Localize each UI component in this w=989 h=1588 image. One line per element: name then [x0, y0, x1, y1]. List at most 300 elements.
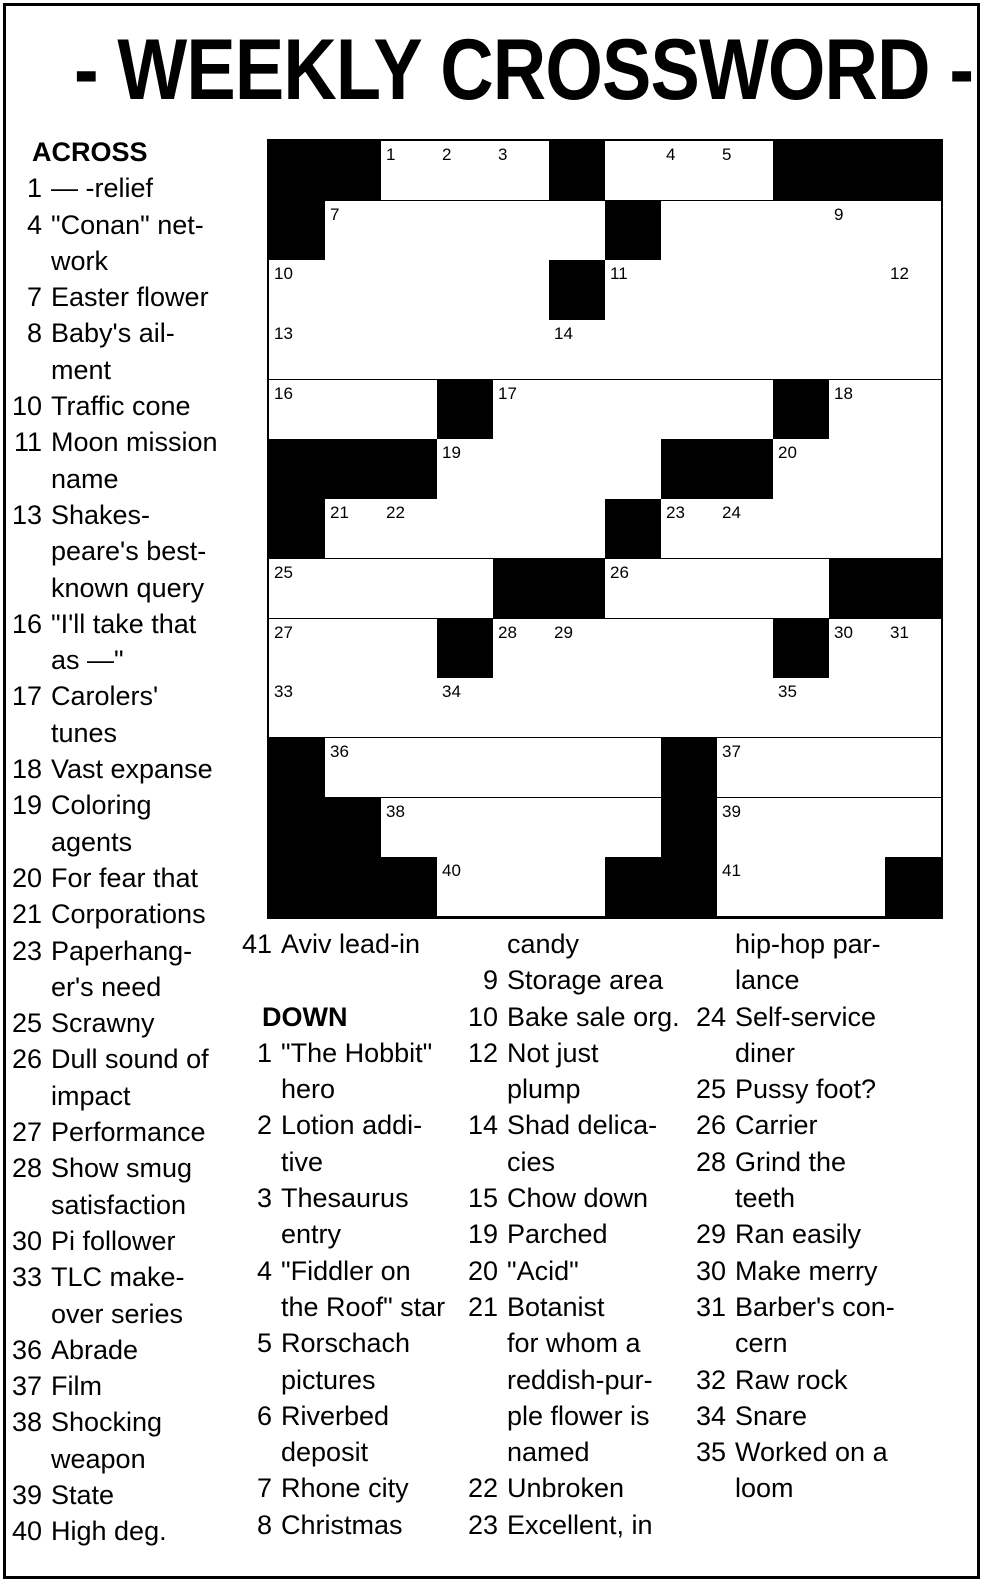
grid-cell[interactable] — [885, 260, 942, 320]
clue-line: candy — [507, 929, 580, 959]
clue-item — [460, 1216, 688, 1252]
grid-cell[interactable] — [437, 320, 494, 380]
cell-number: 41 — [722, 861, 741, 881]
clue-number: 23 — [11, 935, 42, 966]
grid-cell[interactable] — [829, 320, 886, 380]
grid-cell[interactable] — [437, 439, 494, 499]
cell-number: 19 — [442, 443, 461, 463]
clue-line: Grind the — [735, 1146, 847, 1177]
clue-item — [234, 1035, 460, 1108]
grid-cell[interactable] — [717, 619, 774, 679]
grid-cell[interactable] — [493, 439, 550, 499]
clue-item — [460, 1107, 688, 1180]
cell-number: 12 — [890, 264, 909, 284]
clue-text — [281, 1253, 460, 1326]
cell-number: 10 — [274, 264, 293, 284]
grid-cell[interactable] — [325, 201, 382, 261]
clue-text — [507, 1289, 688, 1470]
grid-cell[interactable] — [269, 678, 326, 738]
page-title: - WEEKLY CROSSWORD - — [73, 22, 974, 118]
grid-cell[interactable] — [493, 678, 550, 738]
clue-number: 6 — [256, 1400, 272, 1431]
grid-cell[interactable] — [381, 320, 438, 380]
clue-item — [4, 1404, 256, 1477]
grid-cell[interactable] — [437, 499, 494, 559]
clue-line: Unbroken — [507, 1473, 625, 1504]
cell-number: 14 — [554, 324, 573, 344]
cell-number: 26 — [610, 562, 629, 582]
clue-item — [234, 1398, 460, 1471]
clue-text — [735, 1362, 916, 1398]
clue-line: Self-service — [735, 1001, 877, 1032]
grid-block — [269, 439, 326, 499]
grid-block — [269, 798, 326, 858]
clue-text — [51, 1005, 256, 1041]
grid-cell[interactable] — [269, 260, 326, 320]
clue-column-2 — [234, 926, 460, 1543]
grid-cell[interactable] — [661, 201, 718, 261]
grid-cell[interactable] — [773, 857, 830, 917]
grid-cell[interactable] — [437, 201, 494, 261]
clue-column-4 — [688, 926, 916, 1507]
grid-block — [437, 380, 494, 440]
cell-number: 7 — [330, 204, 340, 224]
clue-item — [460, 962, 688, 998]
clue-line: pictures — [281, 1364, 376, 1395]
clue-number: 33 — [11, 1262, 42, 1293]
cell-number: 25 — [274, 562, 293, 582]
clue-text — [281, 1035, 460, 1108]
clue-text — [735, 1071, 916, 1107]
grid-cell[interactable] — [437, 678, 494, 738]
grid-cell[interactable] — [717, 141, 774, 201]
cell-number: 17 — [498, 383, 517, 403]
grid-block — [269, 499, 326, 559]
grid-cell[interactable] — [605, 320, 662, 380]
cell-number: 30 — [834, 622, 853, 642]
clue-line: Abrade — [51, 1334, 139, 1365]
clue-text — [281, 1398, 460, 1471]
grid-cell[interactable] — [885, 201, 942, 261]
clue-line: known query — [51, 572, 205, 603]
clue-item — [234, 1107, 460, 1180]
grid-cell[interactable] — [549, 439, 606, 499]
clue-line: "I'll take that — [51, 608, 197, 639]
clue-item — [234, 1180, 460, 1253]
clue-text — [507, 999, 688, 1035]
grid-cell[interactable] — [773, 738, 830, 798]
grid-cell[interactable] — [661, 499, 718, 559]
clue-line: High deg. — [51, 1516, 167, 1547]
clue-item — [688, 1071, 916, 1107]
grid-cell[interactable] — [549, 380, 606, 440]
clue-text — [51, 860, 256, 896]
grid-cell[interactable] — [717, 380, 774, 440]
grid-cell[interactable] — [549, 201, 606, 261]
grid-cell[interactable] — [493, 499, 550, 559]
clue-item — [234, 1470, 460, 1506]
clue-text — [735, 1253, 916, 1289]
grid-cell[interactable] — [605, 678, 662, 738]
clue-number: 20 — [11, 862, 42, 893]
grid-cell[interactable] — [325, 260, 382, 320]
clue-text — [507, 1216, 688, 1252]
grid-cell[interactable] — [381, 380, 438, 440]
clue-line: deposit — [281, 1437, 369, 1468]
grid-cell[interactable] — [661, 320, 718, 380]
clue-text — [51, 207, 256, 280]
grid-cell[interactable] — [549, 738, 606, 798]
grid-cell[interactable] — [885, 678, 942, 738]
grid-cell[interactable] — [381, 201, 438, 261]
clue-item — [4, 388, 256, 424]
clue-line: ment — [51, 354, 112, 385]
clue-line: Film — [51, 1371, 102, 1402]
clue-line: Carolers' — [51, 681, 159, 712]
clue-number: 4 — [26, 209, 42, 240]
clue-text — [507, 1035, 688, 1108]
grid-cell[interactable] — [493, 141, 550, 201]
clue-item — [688, 1289, 916, 1362]
grid-cell[interactable] — [493, 619, 550, 679]
clue-line: named — [507, 1437, 590, 1468]
clue-line: weapon — [51, 1443, 146, 1474]
clue-item — [688, 1107, 916, 1143]
grid-cell[interactable] — [829, 678, 886, 738]
clue-line: Bake sale org. — [507, 1001, 680, 1032]
clue-item — [688, 1253, 916, 1289]
grid-cell[interactable] — [661, 619, 718, 679]
clue-item — [234, 1325, 460, 1398]
cell-number: 35 — [778, 682, 797, 702]
clue-item — [4, 1223, 256, 1259]
grid-cell[interactable] — [661, 380, 718, 440]
grid-cell[interactable] — [773, 678, 830, 738]
grid-cell[interactable] — [829, 499, 886, 559]
clue-line: over series — [51, 1298, 184, 1329]
grid-block — [381, 857, 438, 917]
clue-text — [51, 933, 256, 1006]
clue-line: plump — [507, 1074, 581, 1105]
grid-block — [773, 619, 830, 679]
grid-cell[interactable] — [773, 439, 830, 499]
clue-text — [507, 1507, 688, 1543]
grid-block — [661, 857, 718, 917]
clue-line: tunes — [51, 717, 118, 748]
clue-number: 34 — [695, 1400, 726, 1431]
grid-cell[interactable] — [437, 141, 494, 201]
clue-number: 15 — [467, 1183, 498, 1214]
grid-cell[interactable] — [829, 738, 886, 798]
clue-line: Make merry — [735, 1255, 878, 1286]
clue-line: Baby's ail- — [51, 318, 175, 349]
grid-cell[interactable] — [661, 260, 718, 320]
grid-cell[interactable] — [549, 798, 606, 858]
grid-cell[interactable] — [605, 738, 662, 798]
clue-text — [735, 1289, 916, 1362]
grid-cell[interactable] — [605, 559, 662, 619]
clue-line: State — [51, 1479, 115, 1510]
grid-cell[interactable] — [885, 619, 942, 679]
clue-line: name — [51, 463, 119, 494]
grid-cell[interactable] — [325, 678, 382, 738]
grid-cell[interactable] — [773, 320, 830, 380]
clue-item — [4, 1332, 256, 1368]
grid-cell[interactable] — [605, 619, 662, 679]
clue-line: Botanist — [507, 1291, 605, 1322]
grid-cell[interactable] — [829, 260, 886, 320]
grid-cell[interactable] — [773, 798, 830, 858]
grid-block — [885, 857, 942, 917]
grid-cell[interactable] — [605, 798, 662, 858]
grid-cell[interactable] — [549, 619, 606, 679]
clue-line: Thesaurus — [281, 1183, 409, 1214]
clue-line: "The Hobbit" — [281, 1037, 433, 1068]
grid-cell[interactable] — [829, 798, 886, 858]
clue-line: Snare — [735, 1400, 808, 1431]
grid-cell[interactable] — [773, 260, 830, 320]
grid-block — [605, 857, 662, 917]
clue-line: Shocking — [51, 1407, 163, 1438]
clue-number: 1 — [256, 1037, 272, 1068]
grid-cell[interactable] — [269, 380, 326, 440]
grid-cell[interactable] — [493, 857, 550, 917]
grid-cell[interactable] — [717, 320, 774, 380]
grid-cell[interactable] — [493, 320, 550, 380]
grid-block — [269, 141, 326, 201]
clue-number: 24 — [695, 1001, 726, 1032]
clue-item — [460, 1035, 688, 1108]
grid-cell[interactable] — [549, 499, 606, 559]
clue-column-3 — [460, 926, 688, 1543]
grid-block — [493, 559, 550, 619]
grid-block — [661, 798, 718, 858]
clue-item — [460, 1289, 688, 1470]
grid-block — [549, 141, 606, 201]
grid-cell[interactable] — [381, 559, 438, 619]
grid-cell[interactable] — [605, 439, 662, 499]
grid-cell[interactable] — [549, 678, 606, 738]
grid-cell[interactable] — [773, 559, 830, 619]
grid-cell[interactable] — [493, 738, 550, 798]
grid-cell[interactable] — [269, 619, 326, 679]
clue-item — [4, 170, 256, 206]
grid-cell[interactable] — [605, 380, 662, 440]
grid-cell[interactable] — [605, 260, 662, 320]
grid-cell[interactable] — [381, 260, 438, 320]
clue-line: "Acid" — [507, 1255, 579, 1286]
clue-line: agents — [51, 826, 133, 857]
clue-item — [460, 926, 688, 962]
clue-line: Traffic cone — [51, 391, 191, 422]
clue-line: Moon mission — [51, 427, 218, 458]
clue-item — [460, 1253, 688, 1289]
clue-line: Riverbed — [281, 1400, 390, 1431]
clue-line: peare's best- — [51, 536, 207, 567]
clue-line: Storage area — [507, 965, 664, 996]
grid-cell[interactable] — [269, 320, 326, 380]
cell-number: 2 — [442, 145, 452, 164]
grid-cell[interactable] — [325, 559, 382, 619]
clue-number: 20 — [467, 1255, 498, 1286]
clue-number: 30 — [695, 1255, 726, 1286]
clue-item — [688, 1362, 916, 1398]
clue-line: Worked on a — [735, 1437, 888, 1468]
grid-cell[interactable] — [661, 141, 718, 201]
clue-text — [735, 1107, 916, 1143]
clue-item — [4, 896, 256, 932]
clue-number: 7 — [256, 1473, 272, 1504]
grid-cell[interactable] — [773, 499, 830, 559]
grid-cell[interactable] — [605, 141, 662, 201]
clue-number: 30 — [11, 1225, 42, 1256]
grid-cell[interactable] — [325, 738, 382, 798]
grid-cell[interactable] — [325, 619, 382, 679]
grid-cell[interactable] — [717, 559, 774, 619]
grid-cell[interactable] — [269, 559, 326, 619]
grid-cell[interactable] — [717, 678, 774, 738]
clue-line: Vast expanse — [51, 754, 213, 785]
clue-line: hip-hop par- — [735, 929, 881, 959]
grid-cell[interactable] — [325, 320, 382, 380]
grid-cell[interactable] — [437, 738, 494, 798]
clue-line: Lotion addi- — [281, 1110, 423, 1141]
grid-block — [325, 798, 382, 858]
clue-item — [688, 1216, 916, 1252]
grid-cell[interactable] — [829, 439, 886, 499]
grid-cell[interactable] — [325, 380, 382, 440]
clue-number: 25 — [695, 1074, 726, 1105]
cell-number: 11 — [610, 264, 628, 284]
clue-number: 28 — [11, 1153, 42, 1184]
grid-cell[interactable] — [437, 857, 494, 917]
grid-cell[interactable] — [381, 678, 438, 738]
clue-line: diner — [735, 1037, 796, 1068]
clue-line: Barber's con- — [735, 1291, 895, 1322]
clue-line: Easter flower — [51, 282, 209, 313]
grid-block — [325, 857, 382, 917]
grid-cell[interactable] — [381, 619, 438, 679]
grid-block — [381, 439, 438, 499]
grid-cell[interactable] — [325, 499, 382, 559]
grid-cell[interactable] — [381, 738, 438, 798]
clue-item — [4, 678, 256, 751]
grid-cell[interactable] — [885, 380, 942, 440]
clue-text — [281, 1507, 460, 1543]
clue-item — [4, 279, 256, 315]
grid-cell[interactable] — [717, 260, 774, 320]
clue-line: tive — [281, 1146, 324, 1177]
clue-item — [4, 315, 256, 388]
grid-cell[interactable] — [717, 201, 774, 261]
grid-cell[interactable] — [717, 499, 774, 559]
clue-item — [4, 1005, 256, 1041]
clue-item — [4, 751, 256, 787]
grid-cell[interactable] — [829, 380, 886, 440]
grid-cell[interactable] — [717, 798, 774, 858]
grid-cell[interactable] — [829, 857, 886, 917]
grid-cell[interactable] — [885, 439, 942, 499]
grid-cell[interactable] — [381, 798, 438, 858]
clue-line: Pussy foot? — [735, 1074, 877, 1105]
grid-cell[interactable] — [493, 260, 550, 320]
grid-cell[interactable] — [773, 201, 830, 261]
grid-cell[interactable] — [661, 559, 718, 619]
grid-cell[interactable] — [493, 380, 550, 440]
clue-item — [460, 1507, 688, 1543]
clue-text — [51, 787, 256, 860]
clue-number: 10 — [467, 1001, 498, 1032]
grid-cell[interactable] — [493, 201, 550, 261]
clue-line: cern — [735, 1328, 788, 1359]
clue-number: 41 — [241, 929, 272, 959]
grid-cell[interactable] — [885, 320, 942, 380]
clue-line: Paperhang- — [51, 935, 193, 966]
grid-cell[interactable] — [885, 499, 942, 559]
clue-line: for whom a — [507, 1328, 641, 1359]
clue-number: 32 — [695, 1364, 726, 1395]
clue-number: 11 — [13, 427, 42, 458]
grid-cell[interactable] — [381, 499, 438, 559]
clue-number: 5 — [256, 1328, 272, 1359]
clue-line: Shad delica- — [507, 1110, 658, 1141]
clue-text — [51, 424, 256, 497]
cell-number: 36 — [330, 741, 349, 761]
grid-cell[interactable] — [381, 141, 438, 201]
grid-cell[interactable] — [885, 738, 942, 798]
clue-text — [51, 1368, 256, 1404]
grid-cell[interactable] — [437, 559, 494, 619]
clue-text — [51, 1332, 256, 1368]
clue-line: as —" — [51, 645, 124, 676]
clue-text — [281, 926, 460, 962]
clue-line: Chow down — [507, 1183, 649, 1214]
grid-cell[interactable] — [717, 857, 774, 917]
grid-cell[interactable] — [829, 201, 886, 261]
clue-number: 13 — [11, 499, 42, 530]
clue-line: cies — [507, 1146, 556, 1177]
grid-cell[interactable] — [661, 678, 718, 738]
grid-cell[interactable] — [493, 798, 550, 858]
clue-number — [688, 926, 735, 999]
grid-block — [773, 380, 830, 440]
grid-cell[interactable] — [437, 798, 494, 858]
cell-number: 16 — [274, 383, 293, 403]
clue-item — [4, 860, 256, 896]
clue-line: TLC make- — [51, 1262, 185, 1293]
clue-number: 9 — [482, 965, 498, 996]
grid-cell[interactable] — [885, 798, 942, 858]
clue-line: For fear that — [51, 862, 199, 893]
clue-line: work — [51, 245, 109, 276]
clue-line: impact — [51, 1080, 131, 1111]
clue-number: 27 — [11, 1117, 42, 1148]
clue-line: Corporations — [51, 899, 206, 930]
grid-block — [325, 141, 382, 201]
grid-cell[interactable] — [829, 619, 886, 679]
clue-number: 3 — [256, 1183, 272, 1214]
grid-cell[interactable] — [549, 857, 606, 917]
grid-cell[interactable] — [437, 260, 494, 320]
clue-line: hero — [281, 1074, 336, 1105]
clue-item — [4, 1114, 256, 1150]
clue-item — [234, 1507, 460, 1543]
clue-number: 19 — [467, 1219, 498, 1250]
clue-text — [51, 896, 256, 932]
clue-line: loom — [735, 1473, 794, 1504]
grid-cell[interactable] — [717, 738, 774, 798]
grid-cell[interactable] — [549, 320, 606, 380]
